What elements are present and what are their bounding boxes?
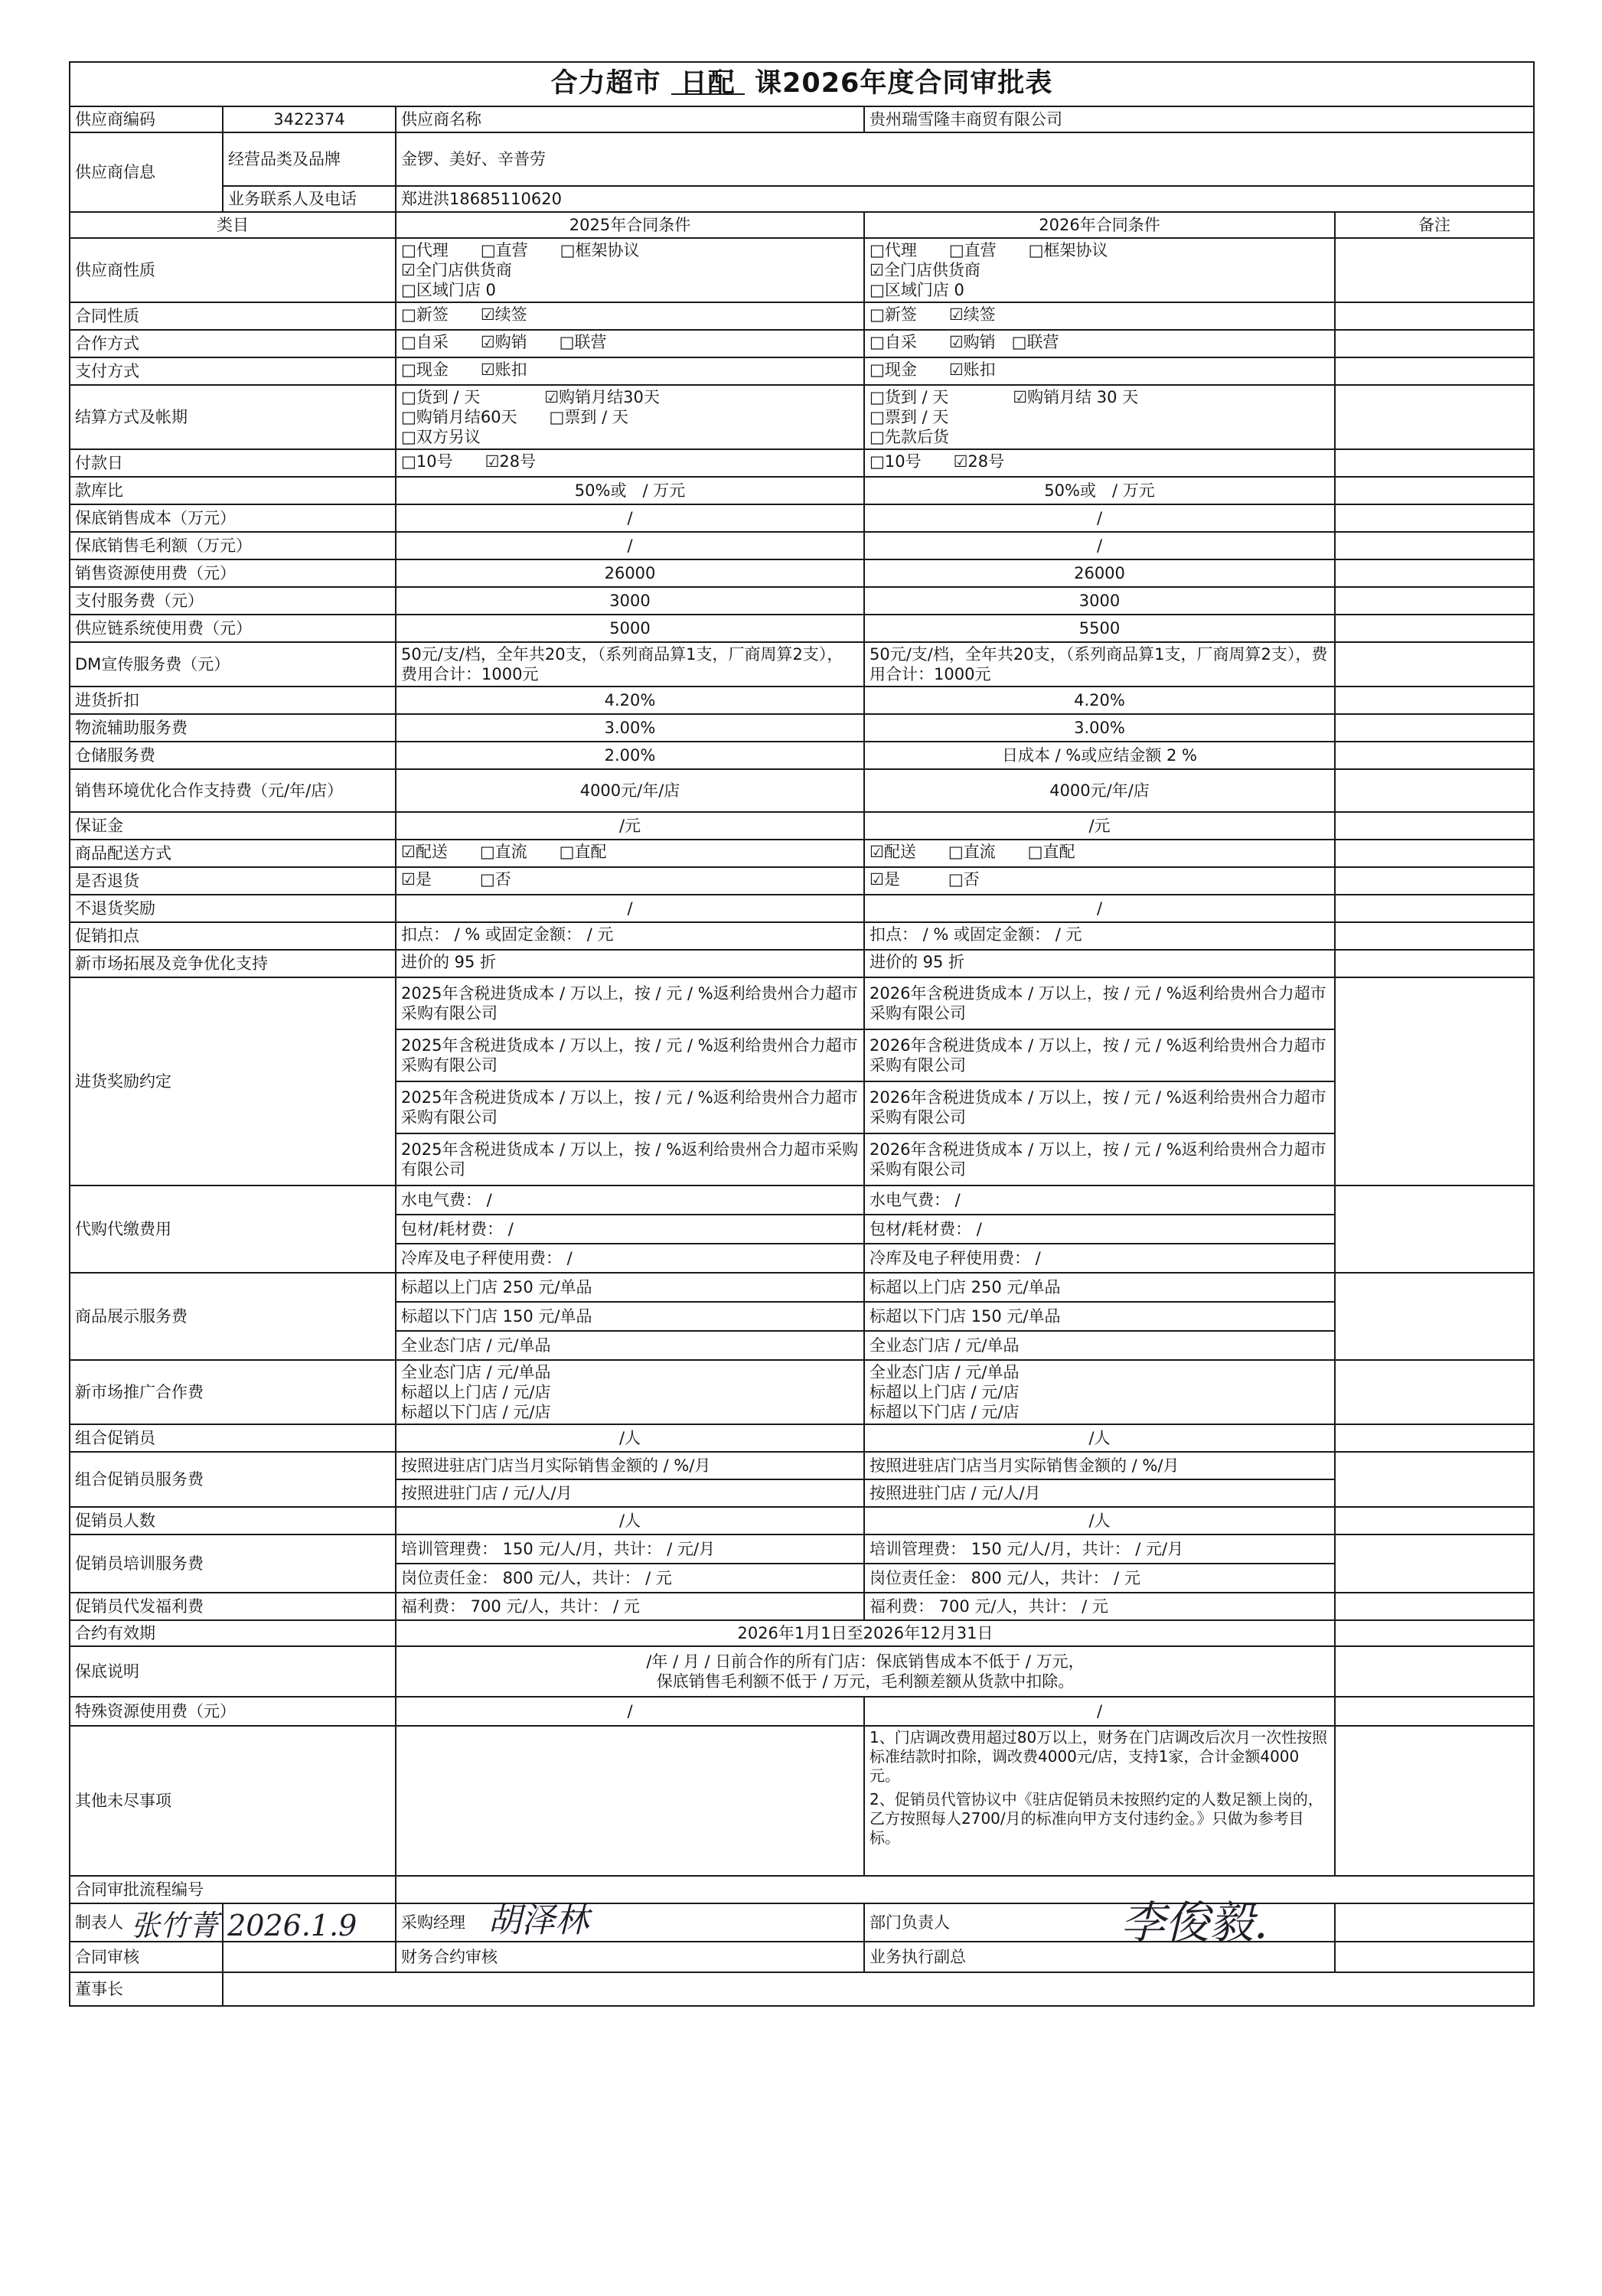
brand-value: 金锣、美好、辛普劳: [396, 132, 1534, 186]
promoter-count-label: 促销员人数: [70, 1507, 396, 1534]
row-label: 付款日: [70, 449, 396, 477]
supplier-code-label: 供应商编码: [70, 106, 223, 132]
cond-2025: [396, 615, 864, 642]
cond-2025-line: /元: [618, 817, 641, 835]
proxy-2026: 包材/耗材费： /: [864, 1215, 1335, 1244]
row-label: 合同性质: [70, 302, 396, 330]
cond-2026: [864, 385, 1335, 449]
cond-2026-line: /: [1096, 899, 1103, 918]
promoter-count-2025: /人: [396, 1507, 864, 1534]
combo-fee-2026: 按照进驻门店 / 元/人/月: [864, 1479, 1335, 1507]
signature-manager: 胡泽林: [488, 1901, 589, 1940]
cond-2025-line: 扣点： / % 或固定金额： / 元: [401, 925, 614, 944]
others-2026-line: 1、门店调改费用超过80万以上，财务在门店调改后次月一次性按照标准结款时扣除，调改费4000元/店，支持1家，合计金额4000元。: [870, 1728, 1328, 1785]
cond-2025-line: /人: [618, 1429, 641, 1447]
cond-2026: [864, 302, 1335, 330]
cond-2026: [864, 1424, 1335, 1452]
cond-2025: [396, 1424, 864, 1452]
cond-2025-line: 3.00%: [604, 719, 656, 737]
cond-2026-line: 进价的 95 折: [870, 953, 965, 971]
remark-cell: [1335, 714, 1534, 742]
row-label: 新市场拓展及竞争优化支持: [70, 950, 396, 977]
promo-market-label: 新市场推广合作费: [70, 1360, 396, 1424]
page-title: 合力超市 日配 课2026年度合同审批表: [70, 62, 1534, 106]
remark-cell: [1335, 1273, 1534, 1360]
cond-2025: [396, 812, 864, 840]
row-label: 结算方式及帐期: [70, 385, 396, 449]
row-label: 保底销售毛利额（万元）: [70, 532, 396, 559]
training-2025: 岗位责任金： 800 元/人，共计： / 元: [396, 1564, 864, 1593]
remark-cell: [1335, 812, 1534, 840]
display-label: 商品展示服务费: [70, 1273, 396, 1360]
cond-2026-line: □新签 ☑续签: [870, 305, 996, 324]
finance-label: 财务合约审核: [396, 1942, 864, 1972]
signature-maker: 张竹菁 2026.1.9: [131, 1909, 357, 1942]
remark-cell: [1335, 1620, 1534, 1646]
cond-2025-line: 26000: [604, 564, 656, 582]
cond-2025-line: /: [627, 899, 633, 918]
cond-2026: [864, 615, 1335, 642]
promo-market-2025-line: 全业态门店 / 元/单品: [401, 1363, 551, 1381]
row-label: 支付方式: [70, 357, 396, 385]
remark-cell: [1335, 1424, 1534, 1452]
cond-2026-line: /人: [1088, 1429, 1111, 1447]
cond-2026-line: /: [1096, 536, 1103, 555]
header-2025: 2025年合同条件: [396, 212, 864, 238]
guarantee-label: 保底说明: [70, 1646, 396, 1697]
remark-cell: [1335, 357, 1534, 385]
supplier-name-label: 供应商名称: [396, 106, 864, 132]
remark-cell: [1335, 1697, 1534, 1726]
cond-2026: [864, 895, 1335, 922]
proxy-label: 代购代缴费用: [70, 1186, 396, 1273]
special-2025: /: [396, 1697, 864, 1726]
cond-2026: [864, 330, 1335, 357]
cond-2025-line: □现金 ☑账扣: [401, 360, 527, 379]
cond-2026: [864, 559, 1335, 587]
approval-table: [69, 61, 1535, 2007]
supplier-name: 贵州瑞雪隆丰商贸有限公司: [864, 106, 1534, 132]
cond-2025-line: □区域门店 0: [401, 281, 496, 299]
row-label: 款库比: [70, 477, 396, 504]
remark-cell: [1335, 867, 1534, 895]
header-remark: 备注: [1335, 212, 1534, 238]
others-2026: [864, 1726, 1335, 1876]
cond-2025-line: □代理 □直营 □框架协议: [401, 241, 640, 259]
rebate-2026: 2026年含税进货成本 / 万以上，按 / 元 / %返利给贵州合力超市采购有限公司: [864, 977, 1335, 1029]
rebate-2025: 2025年含税进货成本 / 万以上，按 / %返利给贵州合力超市采购有限公司: [396, 1133, 864, 1186]
remark-cell: [1335, 1646, 1534, 1697]
combo-fee-label: 组合促销员服务费: [70, 1452, 396, 1507]
remark-cell: [1335, 449, 1534, 477]
cond-2026: [864, 477, 1335, 504]
rebate-2026: 2026年含税进货成本 / 万以上，按 / 元 / %返利给贵州合力超市采购有限公司: [864, 1029, 1335, 1081]
cond-2026-line: /元: [1088, 817, 1111, 835]
promo-market-2026-line: 标超以上门店 / 元/店: [870, 1383, 1020, 1401]
cond-2025-line: 50元/支/档，全年共20支，（系列商品算1支，厂商周算2支），费用合计：1000元: [401, 645, 843, 683]
training-2026: 岗位责任金： 800 元/人，共计： / 元: [864, 1564, 1335, 1593]
training-2026: 培训管理费： 150 元/人/月，共计： / 元/月: [864, 1534, 1335, 1564]
row-label: 仓储服务费: [70, 742, 396, 769]
remark-cell: [1335, 742, 1534, 769]
cond-2025: [396, 950, 864, 977]
cond-2026-line: □代理 □直营 □框架协议: [870, 241, 1108, 259]
row-label: 不退货奖励: [70, 895, 396, 922]
cond-2026: [864, 687, 1335, 714]
cond-2026-line: 3000: [1078, 592, 1121, 610]
combo-fee-2026: 按照进驻店门店当月实际销售金额的 / %/月: [864, 1452, 1335, 1479]
vp-sign: [1335, 1942, 1534, 1972]
brand-label: 经营品类及品牌: [223, 132, 396, 186]
cond-2025: [396, 559, 864, 587]
rebate-2025: 2025年含税进货成本 / 万以上，按 / 元 / %返利给贵州合力超市采购有限公司: [396, 1081, 864, 1133]
remark-cell: [1335, 1726, 1534, 1876]
cond-2026-line: ☑全门店供货商: [870, 261, 980, 279]
cond-2025: [396, 922, 864, 950]
header-category: 类目: [70, 212, 396, 238]
remark-cell: [1335, 950, 1534, 977]
proxy-2025: 冷库及电子秤使用费： /: [396, 1244, 864, 1273]
cond-2026-line: □10号 ☑28号: [870, 452, 1005, 471]
cond-2025: [396, 238, 864, 302]
supplier-code: 3422374: [223, 106, 396, 132]
remark-cell: [1335, 1360, 1534, 1424]
row-label: 合作方式: [70, 330, 396, 357]
cond-2026-line: ☑是 □否: [870, 870, 980, 889]
remark-cell: [1335, 769, 1534, 812]
row-label: 销售资源使用费（元）: [70, 559, 396, 587]
cond-2026-line: /: [1096, 509, 1103, 527]
cond-2025-line: 50%或 / 万元: [574, 481, 686, 500]
row-label: 保证金: [70, 812, 396, 840]
manager-label: 采购经理: [401, 1913, 465, 1932]
cond-2026: [864, 449, 1335, 477]
remark-cell: [1335, 840, 1534, 867]
rebate-2025: 2025年含税进货成本 / 万以上，按 / 元 / %返利给贵州合力超市采购有限公司: [396, 1029, 864, 1081]
cond-2025-line: /: [627, 536, 633, 555]
proxy-2025: 水电气费： /: [396, 1186, 864, 1215]
cond-2026-line: 日成本 / %或应结金额 2 %: [1001, 746, 1198, 765]
dept-sign: [1335, 1903, 1534, 1942]
validity-value: 2026年1月1日至2026年12月31日: [396, 1620, 1335, 1646]
row-label: 支付服务费（元）: [70, 587, 396, 615]
cond-2026-line: ☑配送 □直流 □直配: [870, 843, 1075, 861]
cond-2025: [396, 385, 864, 449]
row-label: 物流辅助服务费: [70, 714, 396, 742]
row-label: DM宣传服务费（元）: [70, 642, 396, 687]
cond-2025: [396, 449, 864, 477]
remark-cell: [1335, 895, 1534, 922]
cond-2025-line: □货到 / 天 ☑购销月结30天: [401, 388, 660, 406]
cond-2025-line: ☑配送 □直流 □直配: [401, 843, 607, 861]
cond-2026: [864, 642, 1335, 687]
promo-market-2025-line: 标超以上门店 / 元/店: [401, 1383, 551, 1401]
display-2025: 全业态门店 / 元/单品: [396, 1331, 864, 1360]
cond-2025-line: /: [627, 509, 633, 527]
contact-value: 郑进洪18685110620: [396, 186, 1534, 212]
cond-2026: [864, 238, 1335, 302]
remark-cell: [1335, 302, 1534, 330]
guarantee-text: [396, 1646, 1335, 1697]
supplier-info-label: 供应商信息: [70, 132, 223, 212]
remark-cell: [1335, 642, 1534, 687]
maker-label: 制表人: [70, 1903, 223, 1942]
display-2025: 标超以上门店 250 元/单品: [396, 1273, 864, 1302]
cond-2025: [396, 302, 864, 330]
cond-2025: [396, 642, 864, 687]
cond-2026-line: 3.00%: [1074, 719, 1125, 737]
cond-2025-line: □10号 ☑28号: [401, 452, 537, 471]
cond-2025: [396, 477, 864, 504]
dept-underline: 日配: [671, 73, 745, 95]
row-label: 促销扣点: [70, 922, 396, 950]
cond-2026: [864, 532, 1335, 559]
combo-fee-2025: 按照进驻门店 / 元/人/月: [396, 1479, 864, 1507]
cond-2025-line: ☑是 □否: [401, 870, 511, 889]
remark-cell: [1335, 238, 1534, 302]
rebate-2025: 2025年含税进货成本 / 万以上，按 / 元 / %返利给贵州合力超市采购有限公司: [396, 977, 864, 1029]
cond-2025-line: 2.00%: [604, 746, 656, 765]
flow-number-label: 合同审批流程编号: [70, 1876, 396, 1903]
cond-2025: [396, 532, 864, 559]
welfare-label: 促销员代发福利费: [70, 1593, 396, 1620]
row-label: 进货折扣: [70, 687, 396, 714]
remark-cell: [1335, 615, 1534, 642]
cond-2026-line: □区域门店 0: [870, 281, 964, 299]
welfare-2025: 福利费： 700 元/人，共计： / 元: [396, 1593, 864, 1620]
cond-2026: [864, 950, 1335, 977]
cond-2026-line: 50%或 / 万元: [1044, 481, 1155, 500]
training-label: 促销员培训服务费: [70, 1534, 396, 1593]
remark-cell: [1335, 977, 1534, 1186]
remark-cell: [1335, 504, 1534, 532]
cond-2026-line: □现金 ☑账扣: [870, 360, 996, 379]
cond-2025: [396, 714, 864, 742]
others-2025: [396, 1726, 864, 1876]
guarantee-text-line: 保底销售毛利额不低于 / 万元，毛利额差额从货款中扣除。: [656, 1672, 1075, 1691]
special-label: 特殊资源使用费（元）: [70, 1697, 396, 1726]
remark-cell: [1335, 1186, 1534, 1273]
proxy-2026: 冷库及电子秤使用费： /: [864, 1244, 1335, 1273]
promo-market-2026: [864, 1360, 1335, 1424]
cond-2026-line: □先款后货: [870, 428, 949, 446]
special-2026: /: [864, 1697, 1335, 1726]
cond-2026: [864, 714, 1335, 742]
cond-2026: [864, 357, 1335, 385]
remark-cell: [1335, 1534, 1534, 1593]
combo-fee-2025: 按照进驻店门店当月实际销售金额的 / %/月: [396, 1452, 864, 1479]
remark-cell: [1335, 330, 1534, 357]
rebate-label: 进货奖励约定: [70, 977, 396, 1186]
cond-2025-line: 4000元/年/店: [579, 781, 680, 800]
row-label: 组合促销员: [70, 1424, 396, 1452]
remark-cell: [1335, 1507, 1534, 1534]
promo-market-2026-line: 标超以下门店 / 元/店: [870, 1403, 1020, 1421]
others-2026-line: 2、促销员代管协议中《驻店促销员未按照约定的人数足额上岗的，乙方按照每人2700/月的标准向甲方支付违约金。》只做为参考目标。: [870, 1790, 1323, 1847]
approval-sheet: [69, 61, 1533, 2007]
row-label: 商品配送方式: [70, 840, 396, 867]
remark-cell: [1335, 922, 1534, 950]
rebate-2026: 2026年含税进货成本 / 万以上，按 / 元 / %返利给贵州合力超市采购有限公司: [864, 1133, 1335, 1186]
cond-2025: [396, 504, 864, 532]
display-2026: 标超以下门店 150 元/单品: [864, 1302, 1335, 1331]
others-label: 其他未尽事项: [70, 1726, 396, 1876]
cond-2025: [396, 742, 864, 769]
chairman-sign: [223, 1972, 1534, 2006]
row-label: 销售环境优化合作支持费（元/年/店）: [70, 769, 396, 812]
proxy-2025: 包材/耗材费： /: [396, 1215, 864, 1244]
remark-cell: [1335, 1452, 1534, 1507]
signature-dept: 李俊毅.: [1121, 1896, 1268, 1949]
training-2025: 培训管理费： 150 元/人/月，共计： / 元/月: [396, 1534, 864, 1564]
display-2026: 标超以上门店 250 元/单品: [864, 1273, 1335, 1302]
cond-2026-line: 50元/支/档，全年共20支，（系列商品算1支，厂商周算2支），费用合计：1000元: [870, 645, 1328, 683]
header-2026: 2026年合同条件: [864, 212, 1335, 238]
display-2026: 全业态门店 / 元/单品: [864, 1331, 1335, 1360]
cond-2025-line: 进价的 95 折: [401, 953, 497, 971]
cond-2026-line: 4.20%: [1074, 691, 1125, 709]
remark-cell: [1335, 587, 1534, 615]
dept-label: 部门负责人: [864, 1903, 1335, 1942]
row-label: 供应链系统使用费（元）: [70, 615, 396, 642]
cond-2025: [396, 357, 864, 385]
display-2025: 标超以下门店 150 元/单品: [396, 1302, 864, 1331]
welfare-2026: 福利费： 700 元/人，共计： / 元: [864, 1593, 1335, 1620]
cond-2026: [864, 867, 1335, 895]
cond-2026: [864, 504, 1335, 532]
cond-2026-line: 扣点： / % 或固定金额： / 元: [870, 925, 1082, 944]
remark-cell: [1335, 559, 1534, 587]
rebate-2026: 2026年含税进货成本 / 万以上，按 / 元 / %返利给贵州合力超市采购有限公司: [864, 1081, 1335, 1133]
guarantee-text-line: /年 / 月 / 日前合作的所有门店：保底销售成本不低于 / 万元，: [646, 1652, 1085, 1671]
promoter-count-2026: /人: [864, 1507, 1335, 1534]
cond-2026: [864, 769, 1335, 812]
promo-market-2025: [396, 1360, 864, 1424]
chairman-label: 董事长: [70, 1972, 223, 2006]
cond-2025: [396, 840, 864, 867]
validity-label: 合约有效期: [70, 1620, 396, 1646]
remark-cell: [1335, 532, 1534, 559]
cond-2025: [396, 867, 864, 895]
cond-2026: [864, 840, 1335, 867]
remark-cell: [1335, 687, 1534, 714]
cond-2025-line: □新签 ☑续签: [401, 305, 527, 324]
cond-2026: [864, 742, 1335, 769]
cond-2026-line: 5500: [1078, 619, 1121, 638]
row-label: 是否退货: [70, 867, 396, 895]
cond-2025: [396, 330, 864, 357]
cond-2025: [396, 587, 864, 615]
cond-2026-line: 4000元/年/店: [1049, 781, 1150, 800]
manager-cell: [396, 1903, 864, 1942]
cond-2025-line: □购销月结60天 □票到 / 天: [401, 408, 628, 426]
cond-2026-line: 26000: [1074, 564, 1125, 582]
remark-cell: [1335, 477, 1534, 504]
row-label: 保底销售成本（万元）: [70, 504, 396, 532]
cond-2026-line: □票到 / 天: [870, 408, 949, 426]
contact-label: 业务联系人及电话: [223, 186, 396, 212]
cond-2026-line: □自采 ☑购销 □联营: [870, 333, 1059, 351]
cond-2025-line: 3000: [609, 592, 651, 610]
remark-cell: [1335, 1593, 1534, 1620]
promo-market-2026-line: 全业态门店 / 元/单品: [870, 1363, 1020, 1381]
cond-2025-line: □双方另议: [401, 428, 481, 446]
promo-market-2025-line: 标超以下门店 / 元/店: [401, 1403, 551, 1421]
cond-2026-line: □货到 / 天 ☑购销月结 30 天: [870, 388, 1139, 406]
cond-2025: [396, 687, 864, 714]
cond-2026: [864, 587, 1335, 615]
review-label: 合同审核: [70, 1942, 223, 1972]
row-label: 供应商性质: [70, 238, 396, 302]
cond-2025-line: 4.20%: [604, 691, 656, 709]
cond-2025-line: □自采 ☑购销 □联营: [401, 333, 607, 351]
cond-2026: [864, 812, 1335, 840]
vp-label: 业务执行副总: [864, 1942, 1335, 1972]
cond-2026: [864, 922, 1335, 950]
remark-cell: [1335, 385, 1534, 449]
review-sign: [223, 1942, 396, 1972]
proxy-2026: 水电气费： /: [864, 1186, 1335, 1215]
cond-2025: [396, 769, 864, 812]
cond-2025: [396, 895, 864, 922]
cond-2025-line: ☑全门店供货商: [401, 261, 512, 279]
cond-2025-line: 5000: [609, 619, 651, 638]
